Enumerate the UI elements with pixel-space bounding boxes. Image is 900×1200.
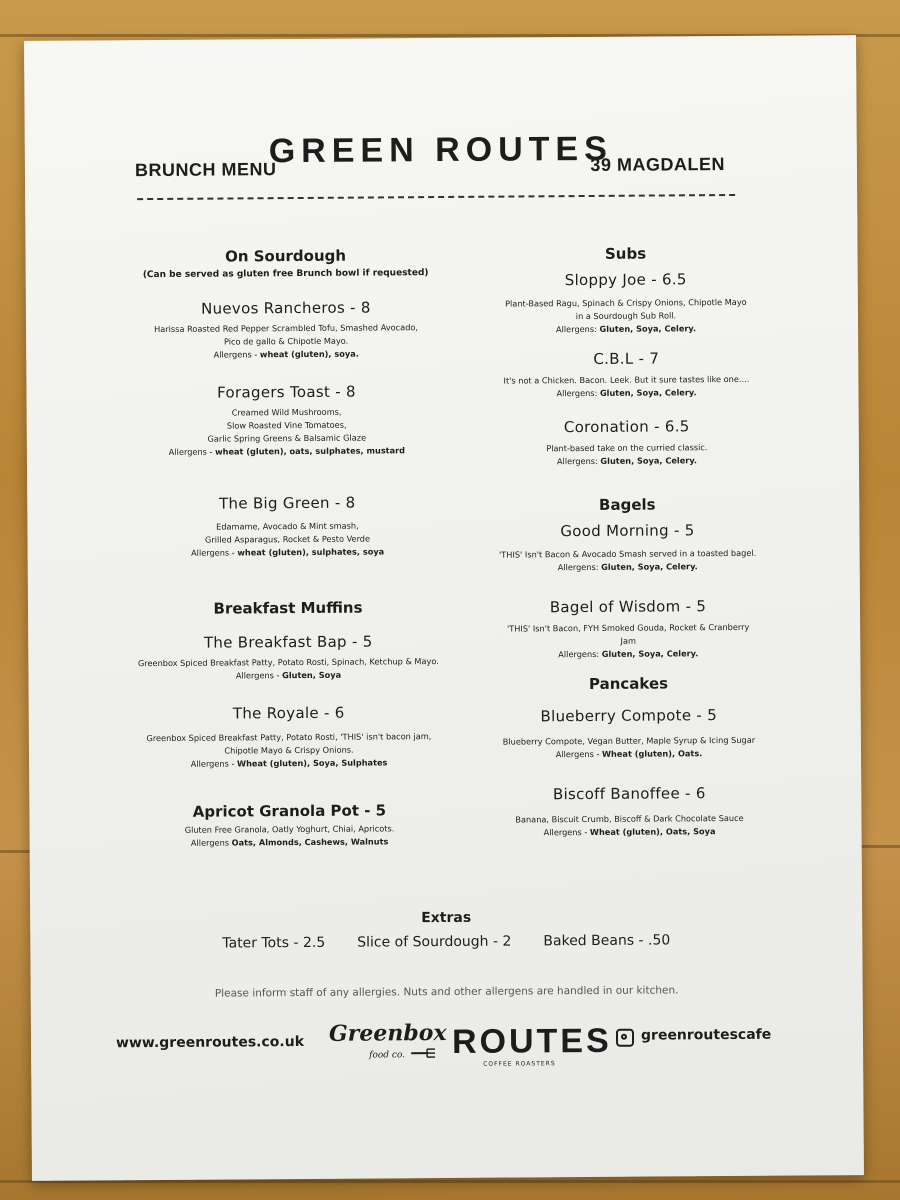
item-desc-line: Plant-based take on the curried classic. xyxy=(546,442,708,454)
item-desc-line: Harissa Roasted Red Pepper Scrambled Tofu, Smashed Avocado, xyxy=(154,322,419,335)
section-subtitle-sourdough: (Can be served as gluten free Brunch bowl if requested) xyxy=(142,268,429,281)
item-title: The Royale - 6 xyxy=(232,703,345,723)
section-title-bagels: Bagels xyxy=(598,495,656,514)
item-description xyxy=(124,730,454,771)
fork-icon xyxy=(411,1048,435,1058)
item-description xyxy=(122,519,452,560)
item-allergens: Allergens: Gluten, Soya, Celery. xyxy=(558,648,699,660)
greenbox-logo: Greenbox xyxy=(328,1019,447,1047)
item-description xyxy=(467,441,787,469)
item-desc-line: Chipotle Mayo & Crispy Onions. xyxy=(224,744,354,756)
item-allergens: Allergens Oats, Almonds, Cashews, Walnuts xyxy=(190,836,389,848)
item-description xyxy=(468,547,788,575)
item-description xyxy=(122,405,452,459)
item-desc-line: Greenbox Spiced Breakfast Patty, Potato Rosti, 'THIS' isn't bacon jam, xyxy=(146,731,432,744)
extras-item: Tater Tots - 2.5 xyxy=(222,934,326,952)
allergy-notice: Please inform staff of any allergies. Nuts and other allergens are handled in our kitchen. xyxy=(214,984,679,1000)
item-title: Coronation - 6.5 xyxy=(563,417,690,437)
item-description xyxy=(121,321,451,362)
header-left-label: BRUNCH MENU xyxy=(134,159,277,181)
section-title-sourdough: On Sourdough xyxy=(224,246,347,266)
menu-item xyxy=(469,784,789,840)
website-link[interactable]: www.greenroutes.co.uk xyxy=(115,1033,305,1052)
item-desc-line: in a Sourdough Sub Roll. xyxy=(575,310,677,322)
item-allergens: Allergens - wheat (gluten), sulphates, soya xyxy=(191,546,385,558)
section-title-extras: Extras xyxy=(421,909,472,927)
item-desc-line: Slow Roasted Vine Tomatoes, xyxy=(226,419,347,431)
item-desc-line: Pico de gallo & Chipotle Mayo. xyxy=(223,335,349,347)
item-description xyxy=(469,734,789,762)
menu-item xyxy=(124,703,454,771)
item-desc-line: Grilled Asparagus, Rocket & Pesto Verde xyxy=(204,533,371,545)
item-title: Biscoff Banoffee - 6 xyxy=(552,784,706,804)
menu-item xyxy=(121,298,451,362)
header-divider xyxy=(137,194,735,200)
item-desc-line: Edamame, Avocado & Mint smash, xyxy=(216,520,359,532)
menu-item xyxy=(469,706,789,762)
item-title: The Breakfast Bap - 5 xyxy=(203,632,373,652)
page-title: GREEN ROUTES xyxy=(268,129,613,171)
item-allergens: Allergens - wheat (gluten), oats, sulphates, mustard xyxy=(168,445,406,457)
extras-section xyxy=(30,907,862,953)
item-title: Sloppy Joe - 6.5 xyxy=(564,270,687,290)
header-right-label: 39 MAGDALEN xyxy=(590,154,725,175)
menu-sheet xyxy=(24,35,864,1181)
routes-logo-sub: COFFEE ROASTERS xyxy=(483,1060,556,1068)
item-desc-line: It's not a Chicken. Bacon. Leek. But it sure tastes like one.... xyxy=(503,373,750,386)
item-description xyxy=(125,822,455,850)
item-description xyxy=(466,373,786,401)
menu-item xyxy=(467,521,787,575)
item-description xyxy=(466,296,786,337)
item-title: Nuevos Rancheros - 8 xyxy=(200,298,371,318)
wood-seam-right xyxy=(855,845,900,848)
greenbox-logo-sub: food co. xyxy=(369,1050,406,1061)
right-column xyxy=(465,244,789,840)
item-desc-line: Greenbox Spiced Breakfast Patty, Potato Rosti, Spinach, Ketchup & Mayo. xyxy=(137,656,439,669)
item-allergens: Allergens: Gluten, Soya, Celery. xyxy=(555,323,697,335)
menu-item xyxy=(466,349,786,401)
wood-seam-bottom xyxy=(0,1180,900,1183)
item-title: Bagel of Wisdom - 5 xyxy=(549,597,707,617)
item-title: The Big Green - 8 xyxy=(218,493,356,513)
item-desc-line: Creamed Wild Mushrooms, xyxy=(231,406,342,418)
item-title: Good Morning - 5 xyxy=(560,521,695,541)
item-allergens: Allergens - Wheat (gluten), Oats, Soya xyxy=(543,826,716,838)
menu-item xyxy=(466,270,786,337)
section-title-muffins: Breakfast Muffins xyxy=(213,598,363,618)
item-title: Apricot Granola Pot - 5 xyxy=(192,801,387,821)
item-allergens: Allergens - Wheat (gluten), Soya, Sulphates xyxy=(190,757,388,769)
extras-list xyxy=(30,931,862,953)
item-desc-line: Gluten Free Granola, Oatly Yoghurt, Chiai, Apricots. xyxy=(184,823,395,835)
item-description xyxy=(123,655,453,683)
item-desc-line: 'THIS' Isn't Bacon & Avocado Smash served in a toasted bagel. xyxy=(498,547,757,560)
menu-item xyxy=(124,801,454,850)
routes-logo: ROUTES xyxy=(451,1021,612,1061)
item-description xyxy=(469,812,789,840)
item-desc-line: Banana, Biscuit Crumb, Biscoff & Dark Chocolate Sauce xyxy=(515,812,744,825)
item-desc-line: Garlic Spring Greens & Balsamic Glaze xyxy=(207,432,367,444)
item-allergens: Allergens - wheat (gluten), soya. xyxy=(213,348,359,360)
item-desc-line: Jam xyxy=(620,635,636,646)
menu-item xyxy=(123,632,453,683)
item-allergens: Allergens: Gluten, Soya, Celery. xyxy=(556,455,698,467)
item-description xyxy=(468,621,788,662)
menu-item xyxy=(468,597,788,662)
item-desc-line: 'THIS' Isn't Bacon, FYH Smoked Gouda, Rocket & Cranberry xyxy=(506,621,750,634)
item-title: C.B.L - 7 xyxy=(593,349,660,368)
item-title: Foragers Toast - 8 xyxy=(217,382,356,402)
item-title: Blueberry Compote - 5 xyxy=(540,706,718,726)
extras-item: Slice of Sourdough - 2 xyxy=(357,933,512,951)
item-allergens: Allergens - Gluten, Soya xyxy=(235,669,342,681)
item-desc-line: Plant-Based Ragu, Spinach & Crispy Onions, Chipotle Mayo xyxy=(505,296,747,309)
instagram-handle[interactable]: greenroutescafe xyxy=(640,1026,772,1044)
menu-item xyxy=(467,417,787,469)
left-column xyxy=(120,246,454,850)
section-title-subs: Subs xyxy=(604,244,647,263)
menu-item xyxy=(122,493,452,560)
item-allergens: Allergens - Wheat (gluten), Oats. xyxy=(555,748,703,760)
item-allergens: Allergens: Gluten, Soya, Celery. xyxy=(556,387,697,399)
item-desc-line: Blueberry Compote, Vegan Butter, Maple Syrup & Icing Sugar xyxy=(502,734,756,747)
section-title-pancakes: Pancakes xyxy=(588,674,669,693)
menu-item xyxy=(121,382,452,459)
item-allergens: Allergens: Gluten, Soya, Celery. xyxy=(557,561,698,573)
instagram-icon xyxy=(616,1029,634,1047)
extras-item: Baked Beans - .50 xyxy=(543,932,671,950)
